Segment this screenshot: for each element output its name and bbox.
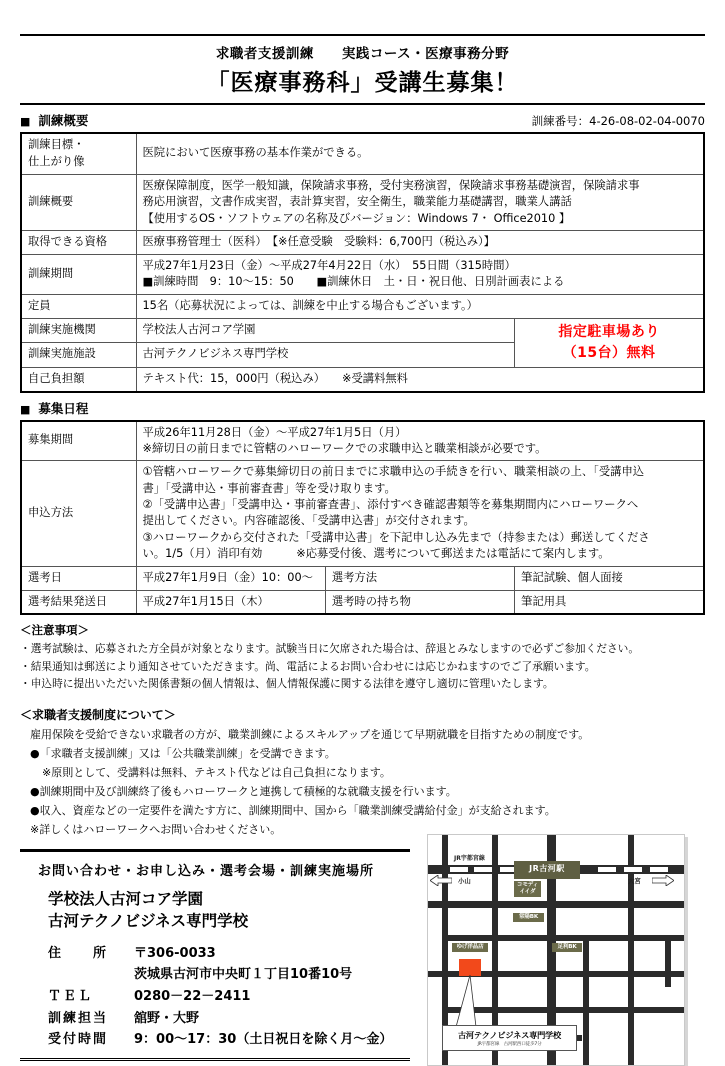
contact-details	[38, 943, 440, 1051]
table-row-certification	[21, 231, 704, 255]
value-goal: 医院において医療事務の基本作業ができる。	[136, 133, 704, 174]
map-road-v6	[665, 935, 671, 987]
section-label-overview: 訓練概要	[38, 113, 89, 128]
overview-table	[20, 132, 705, 393]
map-label-yuge-shop: ゆげ洋品店	[452, 943, 488, 952]
label-hours: 受付時間	[48, 1032, 109, 1048]
map-label-joyo-bank: 常陽BK	[513, 913, 544, 922]
label-bring-items: 選考時の持ち物	[325, 590, 514, 614]
label-result-date: 選考結果発送日	[21, 590, 136, 614]
section-header-overview	[20, 111, 705, 129]
table-row-capacity	[21, 294, 704, 318]
table-row-exam-date	[21, 566, 704, 590]
method-line-4: 提出してください。内容確認後、「受講申込書」が交付されます。	[142, 514, 475, 528]
method-line-1: ①管轄ハローワークで募集締切日の前日までに求職申込の手続きを行い、職業相談の上、「受講申込	[142, 465, 645, 479]
bullet-square-icon-2: ■	[20, 402, 31, 416]
contact-row-staff	[48, 1008, 440, 1030]
section-title-schedule	[20, 399, 88, 417]
value-hours: 9：00～17：30（土日祝日を除く月～金）	[134, 1032, 393, 1048]
label-organization: 訓練実施機関	[21, 318, 136, 343]
label-facility: 訓練実施施設	[21, 343, 136, 368]
contact-row-address	[48, 943, 440, 965]
value-staff: 舘野・大野	[134, 1010, 200, 1026]
table-row-organization	[21, 318, 704, 343]
period-line-1: 平成27年1月23日（金）～平成27年4月22日（水） 55日間（315時間）	[142, 258, 516, 272]
label-period: 訓練期間	[21, 254, 136, 294]
map-rail-dash-5	[598, 867, 616, 872]
label-tel: ＴＥＬ	[48, 988, 94, 1004]
outline-line-2: 務応用演習，文書作成実習，表計算実習，安全衛生，職業能力基礎講習，職業人講話	[142, 195, 572, 209]
schedule-table	[20, 420, 705, 616]
header-subtitle: 求職者支援訓練 実践コース・医療事務分野	[215, 46, 510, 62]
map-label-commodity: コモディ イイダ	[514, 881, 541, 897]
label-capacity: 定員	[21, 294, 136, 318]
contact-org-line-1: 学校法人古河コア学園	[48, 889, 204, 908]
label-outline: 訓練概要	[21, 174, 136, 230]
bottom-section	[20, 840, 705, 1061]
contact-org	[38, 888, 440, 933]
map-rail-dash-6	[624, 867, 642, 872]
map-road-h2	[428, 901, 685, 908]
notes-heading: ＜注意事項＞	[20, 623, 89, 638]
table-row-outline	[21, 174, 704, 230]
map-road-v4	[583, 935, 589, 1066]
parking-line-1: 指定駐車場あり	[558, 323, 660, 340]
support-heading: ＜求職者支援制度について＞	[20, 708, 176, 723]
value-cost: テキスト代：15，000円（税込み） ※受講料無料	[136, 367, 704, 391]
value-bring-items: 筆記用具	[515, 590, 704, 614]
apply-period-line-2: ※締切日の前日までに管轄のハローワークでの求職申込と職業相談が必要です。	[142, 441, 547, 455]
outline-line-1: 医療保障制度，医学一般知識，保険請求事務，受付実務演習，保険請求事務基礎演習，保険請求事	[142, 178, 640, 192]
map-callout-subtitle: JR宇都宮線 古河駅西口徒歩7分	[477, 1042, 542, 1048]
map-road-h7	[628, 1007, 685, 1013]
table-row-method	[21, 461, 704, 566]
map-dest-right: 大宮	[628, 876, 641, 885]
value-apply-period	[136, 421, 704, 461]
apply-period-line-1: 平成26年11月28日（金）～平成27年1月5日（月）	[142, 425, 407, 439]
value-postal-code: 〒306-0033	[134, 945, 216, 961]
value-address: 茨城県古河市中央町１丁目10番10号	[134, 967, 353, 983]
table-row-goal	[21, 133, 704, 174]
map-callout-title: 古河テクノビジネス専門学校	[457, 1029, 562, 1040]
table-row-apply-period	[21, 421, 704, 461]
map-arrow-right-icon	[652, 875, 674, 886]
map-rail-dash-1	[450, 867, 468, 872]
map-arrow-left-icon	[430, 875, 452, 886]
course-number: 訓練番号：4-26-08-02-04-0070	[531, 114, 705, 128]
label-cost: 自己負担額	[21, 367, 136, 391]
access-map	[427, 834, 685, 1066]
support-lead: 雇用保険を受給できない求職者の方が、職業訓練によるスキルアップを通じて早期就職を目指すための制度です。	[30, 728, 590, 742]
table-row-cost	[21, 367, 704, 391]
value-period	[136, 254, 704, 294]
map-dest-left: 小山	[458, 876, 471, 885]
label-apply-period: 募集期間	[21, 421, 136, 461]
map-rail-dash-2	[474, 867, 492, 872]
value-result-date: 平成27年1月15日（木）	[136, 590, 325, 614]
header-rule-top	[20, 34, 705, 36]
flyer-page	[0, 34, 725, 1058]
parking-notice	[515, 318, 704, 367]
parking-line-2: （15台）無料	[562, 344, 656, 361]
section-header-schedule	[20, 399, 705, 417]
label-address: 住 所	[48, 945, 109, 961]
value-exam-method: 筆記試験、個人面接	[515, 566, 704, 590]
label-method: 申込方法	[21, 461, 136, 566]
map-callout	[442, 1025, 577, 1051]
support-bullet-3-sub: ※詳しくはハローワークへお問い合わせください。	[30, 822, 282, 836]
method-line-2: 書」「受講申込・事前審査書」等を受け取ります。	[142, 481, 396, 495]
map-road-h3	[442, 935, 685, 941]
outline-line-3: 【使用するOS・ソフトウェアの名称及びバージョン：Windows 7・ Office2010 】	[142, 211, 571, 225]
value-outline	[136, 174, 704, 230]
value-certification: 医療事務管理士（医科） 【※任意受験 受験料：6,700円（税込み）】	[136, 231, 704, 255]
map-canvas	[427, 834, 685, 1066]
contact-rule-top	[20, 849, 410, 852]
value-exam-date: 平成27年1月9日（金）10：00～	[136, 566, 325, 590]
table-row-period	[21, 254, 704, 294]
note-item-1: ・選考試験は、応募された方全員が対象となります。試験当日に欠席された場合は、辞退とみなしますので必ずご参加ください。	[20, 642, 640, 656]
contact-row-tel	[48, 986, 440, 1008]
contact-row-hours	[48, 1029, 440, 1051]
label-exam-method: 選考方法	[325, 566, 514, 590]
contact-heading: お問い合わせ・お申し込み・選考会場・訓練実施場所	[38, 863, 375, 879]
table-row-result-date	[21, 590, 704, 614]
map-leader-line	[444, 973, 494, 1029]
header-rule-bottom	[20, 103, 705, 105]
support-bullet-2: ●訓練期間中及び訓練終了後もハローワークと連携して積極的な就職支援を行います。	[30, 785, 457, 799]
contact-org-line-2: 古河テクノビジネス専門学校	[48, 912, 249, 931]
section-title-overview	[20, 111, 88, 129]
label-goal: 訓練目標・ 仕上がり像	[21, 133, 136, 174]
contact-rule-bottom	[20, 1058, 410, 1061]
value-organization: 学校法人古河コア学園	[136, 318, 515, 343]
note-item-3: ・申込時に提出いただいた関係書類の個人情報は、個人情報保護に関する法律を遵守し適切に管理いたします。	[20, 677, 554, 691]
value-facility: 古河テクノビジネス専門学校	[136, 343, 515, 368]
map-label-ashikaga-bank: 足利BK	[552, 943, 582, 952]
support-bullet-1-sub: ※原則として、受講料は無料、テキスト代などは自己負担になります。	[42, 766, 391, 780]
label-staff: 訓練担当	[48, 1010, 109, 1026]
page-title: 「医療事務科」受講生募集！	[206, 70, 519, 96]
period-line-2: ■訓練時間 9：10～15：50 ■訓練休日 土・日・祝日他、日別計画表による	[142, 275, 565, 289]
map-rail-dash-7	[650, 867, 668, 872]
value-tel: 0280－22－2411	[134, 988, 251, 1004]
support-bullet-1: ●「求職者支援訓練」又は「公共職業訓練」を受講できます。	[30, 747, 336, 761]
value-capacity: 15名（応募状況によっては、訓練を中止する場合もございます。）	[136, 294, 704, 318]
note-item-2: ・結果通知は郵送により通知させていただきます。尚、電話によるお問い合わせには応じかねますのでご了承願います。	[20, 659, 596, 673]
method-line-3: ②「受講申込書」「受講申込・事前審査書」、添付すべき確認書類等を募集期間内にハローワークへ	[142, 498, 639, 512]
support-bullet-3: ●収入、資産などの一定要件を満たす方に、訓練期間中、国から「職業訓練受講給付金」が支給されます。	[30, 804, 556, 818]
section-label-schedule: 募集日程	[38, 400, 89, 416]
bullet-square-icon: ■	[20, 115, 31, 128]
value-method	[136, 461, 704, 566]
method-line-6: い。1/5（月）消印有効 ※応募受付後、選考について郵送または電話にて案内します。	[142, 547, 610, 561]
map-label-station: JR古河駅	[514, 861, 580, 879]
map-label-rail-line: JR宇都宮線	[454, 854, 485, 862]
method-line-5: ③ハローワークから交付された「受講申込書」を下記申し込み先まで（持参または）郵送してくださ	[142, 530, 650, 544]
label-exam-date: 選考日	[21, 566, 136, 590]
contact-block	[20, 840, 440, 1061]
label-certification: 取得できる資格	[21, 231, 136, 255]
